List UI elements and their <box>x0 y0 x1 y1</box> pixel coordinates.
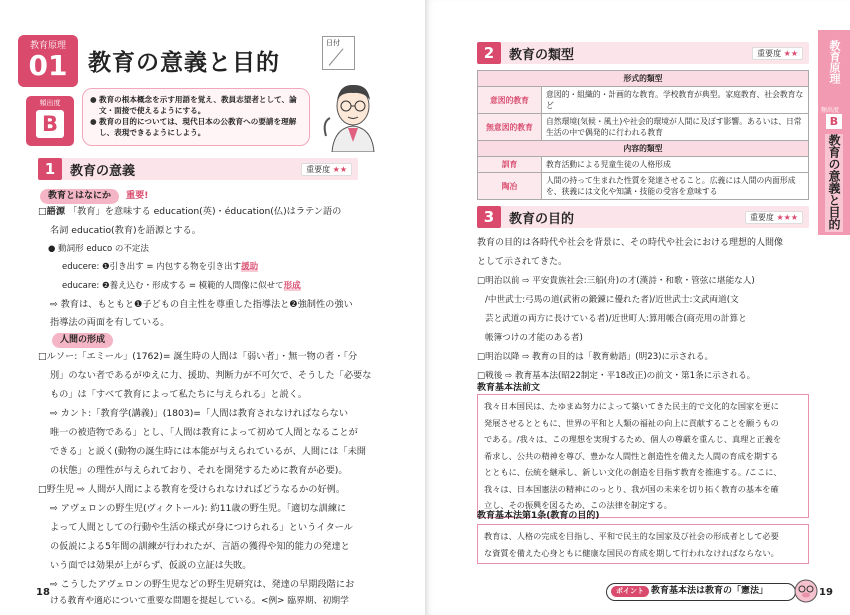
tab-chapter: 教育原理 <box>828 40 841 84</box>
mascot-icon <box>792 576 820 604</box>
body-line: □戦後 ⇨ 教育基本法(昭22制定・平18改正)の前文・第1条に示される。 <box>477 371 756 381</box>
section-2-header <box>477 42 809 64</box>
quote-line: とともに、伝統を継承し、新しい文化の創造を目指す教育を推進する。/ここに、 <box>484 467 782 477</box>
teacher-illustration-icon <box>318 76 388 152</box>
quote-line: 我々は、日本国憲法の精神にのっとり、我が国の未来を切り拓く教育の基本を確 <box>484 483 779 494</box>
body-line: educere: ❶引き出す = 内包する物を引き出す援助 <box>62 262 259 272</box>
tab-topic: 教育の意義と目的 <box>827 134 841 230</box>
body-line: □語源 「教育」を意味する education(英)・éducation(仏)はラテン語の <box>38 206 342 217</box>
date-box[interactable] <box>322 36 355 70</box>
body-line: できる」と説く(動物の誕生時には本能が与えられているが、人間には「未開 <box>50 446 366 457</box>
importance-stars: ★★★ <box>776 213 798 222</box>
right-page <box>425 0 850 615</box>
table-header: 内容的類型 <box>478 141 809 157</box>
table-row: 陶冶 人間の持って生まれた性質を発達させること。広義には人間の内面形成を、狭義には文化や知識・技能の受容を意味する <box>478 173 809 200</box>
frequency-label: 頻出度 <box>39 99 61 107</box>
pill-label: 教育とはなにか <box>40 189 119 204</box>
quote-line: 教育は、人格の完成を目指し、平和で民主的な国家及び社会の形成者として必要 <box>484 531 779 541</box>
quote-line: 我々日本国民は、たゆまぬ努力によって築いてきた民主的で文化的な国家を更に <box>484 401 779 411</box>
intro-box <box>82 88 310 146</box>
body-line: として示されてきた。 <box>477 257 568 267</box>
body-line: の仮説による5年間の訓練が行われたが、言語の獲得や知的能力の発達と <box>50 541 350 552</box>
pill-label: 人間の形成 <box>52 333 113 348</box>
education-types-table <box>477 70 809 200</box>
body-line: □明治以前 ⇨ 平安貴族社会:三船(舟)の才(漢詩・和歌・管弦に堪能な人) <box>477 276 755 286</box>
page-title: 教育の意義と目的 <box>88 50 280 76</box>
section-title: 教育の類型 <box>509 48 575 63</box>
body-line: 芸と武道の両方に長けている者)/近世町人:算用帳合(商売用の計算と <box>485 314 747 324</box>
body-line: もの」は「すべて教育によって私たちに与えられる」と説く。 <box>50 389 307 400</box>
section-number: 1 <box>38 158 62 180</box>
body-line: いう面では効果が上がらず、仮説の立証は失敗。 <box>50 560 252 571</box>
body-line: ⇨ アヴェロンの野生児(ヴィクトール): 約11歳の野生児。「適切な訓練に <box>50 503 347 514</box>
table-header: 形式的類型 <box>478 71 809 87</box>
quote-line: 希求し、公共の精神を尊び、豊かな人間性と創造性を備えた人間の育成を期する <box>484 450 779 461</box>
point-badge: ポイント <box>611 586 649 597</box>
body-line: 別」のない者であるがゆえに力、援助、判断力が不可欠で、そうした「必要な <box>50 370 372 381</box>
body-line: educare: ❷養え込む・形成する = 模範的人間像に似せて形成 <box>62 281 301 291</box>
preamble-title: 教育基本法前文 <box>477 383 541 393</box>
body-line: 唯一の被造物である」とし、「人間は教育によって初めて人間となることが <box>50 427 358 438</box>
page-number: 18 <box>36 587 50 598</box>
body-line: □明治以降 ⇨ 教育の目的は「教育勅語」(明23)に示される。 <box>477 352 714 362</box>
body-line: よって人間としての行動や生活の様式が身につけられる」というイタール <box>50 522 353 533</box>
section-3-header <box>477 206 809 228</box>
section-title: 教育の目的 <box>509 212 575 227</box>
body-line: ける教育や適応について重要な問題を提起している。<例> 臨界期、初期学 <box>50 596 349 606</box>
body-line: ⇨ カント:「教育学(講義)」(1803)=「人間は教育されなければならない <box>50 408 349 419</box>
intro-point: ● 教育の根本概念を示す用語を覚え、教員志望者として、論文・面接で使えるようにする。 <box>90 94 302 116</box>
page-number: 19 <box>819 587 833 598</box>
quote-line: 発展させるとともに、世界の平和と人類の福祉の向上に貢献することを願うもの <box>484 417 779 428</box>
body-line: ⇨ 教育は、もともと❶子どもの自主性を尊重した指導法と❷強制性の強い <box>50 299 353 310</box>
quote-line: な資質を備えた心身ともに健康な国民の育成を期して行われなければならない。 <box>484 547 779 558</box>
section-number: 2 <box>477 42 501 64</box>
point-banner <box>606 583 796 601</box>
section-number: 3 <box>477 206 501 228</box>
intro-point: ● 教育の目的については、現代日本の公教育への要請を理解し、表現できるようにしよう。 <box>90 116 302 138</box>
quote-line: である。/我々は、この理想を実現するため、個人の尊厳を重んじ、真理と正義を <box>484 434 782 444</box>
tab-frequency-grade: B <box>826 114 842 129</box>
article1-box <box>477 524 809 564</box>
table-row: 無意図的教育 自然環境(気候・風土)や社会的環境が人間に及ぼす影響。あるいは、日常生活の中で偶発的に行われる教育 <box>478 114 809 141</box>
body-line: 教育の目的は各時代や社会を背景に、その時代や社会における理想的人間像 <box>477 238 784 248</box>
preamble-box <box>477 394 809 518</box>
chapter-tag: 教育原理 <box>29 41 66 51</box>
quote-line: 立し、その振興を図るため、この法律を制定する。 <box>484 500 672 510</box>
body-line: 指導法の両面を有している。 <box>50 317 170 328</box>
chapter-side-tab <box>818 30 850 235</box>
table-row: 意図的教育 意図的・組織的・計画的な教育。学校教育が典型。家庭教育、社会教育など <box>478 87 809 114</box>
body-line: /中世武士:弓馬の道(武術の鍛錬に優れた者)/近世武士:文武両道(文 <box>485 295 739 305</box>
point-text: 教育基本法は教育の「憲法」 <box>651 586 769 596</box>
importance-badge: 重要度 ★★★ <box>745 211 803 224</box>
section-title: 教育の意義 <box>70 164 136 179</box>
body-line: の状態」の理性が与えられており、それを開発するために教育が必要)。 <box>50 465 348 476</box>
body-line: ⇨ こうしたアヴェロンの野生児などの野生児研究は、発達の早期段階にお <box>50 579 355 590</box>
section-1-header <box>38 158 358 180</box>
body-line: □野生児 ⇨ 人間が人間による教育を受けられなければどうなるかの好例。 <box>38 484 346 495</box>
importance-stars: ★★ <box>783 49 798 58</box>
body-line: 帳簿つけの才能のある者) <box>485 333 583 343</box>
frequency-grade: B <box>36 110 64 138</box>
chapter-number: 01 <box>28 49 68 82</box>
importance-stars: ★★ <box>332 165 347 174</box>
body-line: □ルソー:「エミール」(1762)= 誕生時の人間は「弱い者」・無一物の者・「分 <box>38 351 358 362</box>
importance-badge: 重要度 ★★ <box>301 163 352 176</box>
body-line: ● 動詞形 educo の不定法 <box>48 244 149 254</box>
table-row: 訓育 教育活動による児童生徒の人格形成 <box>478 157 809 173</box>
article1-title: 教育基本法第1条(教育の目的) <box>477 511 600 521</box>
body-line: 名詞 educatio(教育)を語源とする。 <box>50 225 201 236</box>
date-label: 日付 <box>326 39 340 47</box>
frequency-badge <box>26 96 74 146</box>
important-mark: 重要! <box>125 190 149 201</box>
importance-badge: 重要度 ★★ <box>752 47 803 60</box>
chapter-badge <box>18 35 78 87</box>
tab-frequency-label: 頻出度 <box>821 107 840 114</box>
